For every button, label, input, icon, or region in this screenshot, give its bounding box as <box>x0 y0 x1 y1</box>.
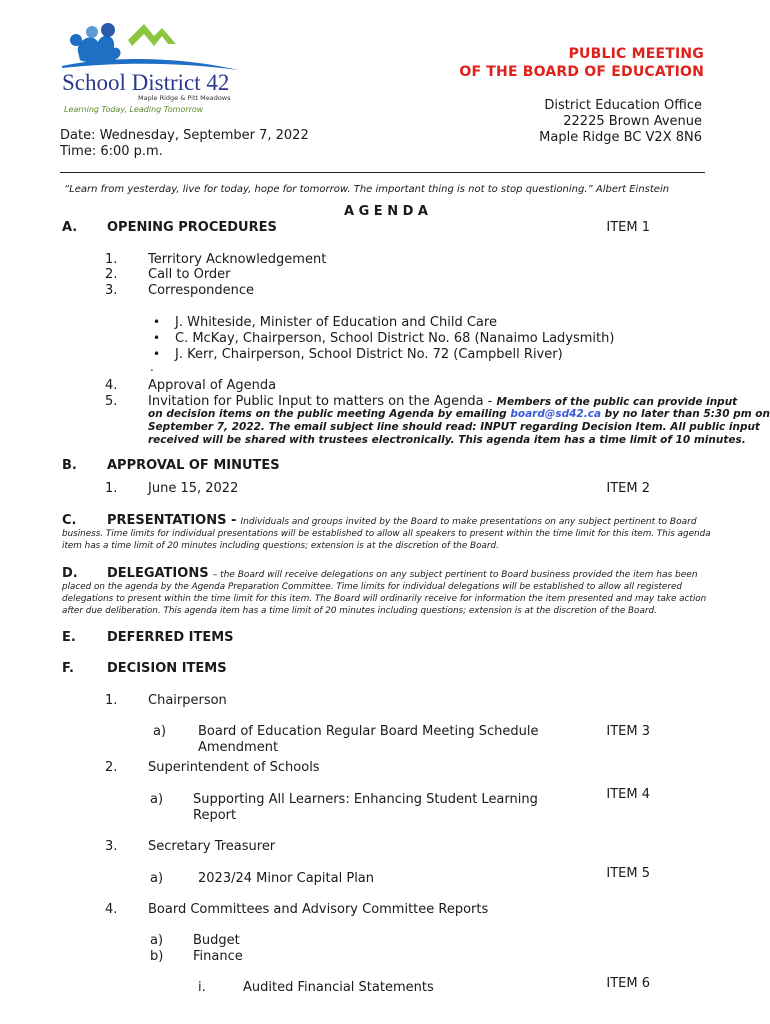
list-item: Approval of Agenda <box>148 378 277 393</box>
section-letter: D. <box>62 566 78 581</box>
public-input-note: Members of the public can provide input <box>496 396 738 408</box>
list-item: June 15, 2022 <box>148 481 239 496</box>
header-divider <box>60 172 705 173</box>
public-input-note: received will be shared with trustees electronically. This agenda item has a time limit of 10 minutes. <box>148 434 746 446</box>
section-title: DEFERRED ITEMS <box>107 630 234 645</box>
correspondence-item: J. Kerr, Chairperson, School District No. 72 (Campbell River) <box>175 347 563 362</box>
list-number: 3. <box>105 283 118 298</box>
sub-letter: a) <box>153 724 167 739</box>
section-title: DELEGATIONS <box>107 566 209 581</box>
stray-dot: . <box>150 360 154 374</box>
section-letter: B. <box>62 458 77 473</box>
address-line: 22225 Brown Avenue <box>563 114 702 129</box>
decision-item: Amendment <box>198 740 279 755</box>
meeting-title-line1: PUBLIC MEETING <box>568 46 704 62</box>
list-number: 1. <box>105 481 118 496</box>
address-line: District Education Office <box>544 98 702 113</box>
logo-tagline: Learning Today, Leading Tomorrow <box>64 105 204 114</box>
decision-item: Finance <box>193 949 243 964</box>
bullet-icon: • <box>153 315 161 329</box>
decision-item: 2023/24 Minor Capital Plan <box>198 871 375 886</box>
bullet-icon: • <box>153 331 161 345</box>
correspondence-item: J. Whiteside, Minister of Education and Child Care <box>175 315 497 330</box>
list-number: 2. <box>105 760 118 775</box>
delegations-note: – the Board will receive delegations on any subject pertinent to Board business provided the item has been <box>212 570 698 580</box>
section-title: DECISION ITEMS <box>107 661 227 676</box>
list-number: 1. <box>105 252 118 267</box>
list-item <box>148 394 737 409</box>
section-letter: A. <box>62 220 78 235</box>
delegations-note-body: placed on the agenda by the Agenda Preparation Committee. Time limits for individual delegations will be established to allow all registered delegations to present within the time limit for this item. The Board will ordinarily receive for information the item presented and may take action after due deliberation. This agenda item has a time limit of 20 minutes including questions; extension is at the discretion of the Board. <box>62 582 707 616</box>
section-title: APPROVAL OF MINUTES <box>107 458 280 473</box>
item-number: ITEM 4 <box>606 787 650 802</box>
decision-item: Report <box>193 808 237 823</box>
list-item: Call to Order <box>148 267 231 282</box>
meeting-title-line2: OF THE BOARD OF EDUCATION <box>459 64 704 80</box>
sub-numeral: i. <box>198 980 206 995</box>
list-item: Superintendent of Schools <box>148 760 320 775</box>
section-title: PRESENTATIONS - <box>107 513 237 528</box>
item-number: ITEM 3 <box>606 724 650 739</box>
sub-letter: a) <box>150 933 164 948</box>
address-line: Maple Ridge BC V2X 8N6 <box>539 130 702 145</box>
public-input-note: September 7, 2022. The email subject line should read: INPUT regarding Decision Item. All public input <box>148 421 760 433</box>
presentations-note-body: business. Time limits for individual presentations will be established to allow all speakers to present within the time limit for this item. This agenda item has a time limit of 20 minutes including questions; extension is at the discretion of the Board. <box>62 529 711 551</box>
email-link[interactable]: board@sd42.ca <box>510 408 602 420</box>
sub-letter: a) <box>150 871 164 886</box>
bullet-icon: • <box>153 347 161 361</box>
decision-item: Board of Education Regular Board Meeting Schedule <box>198 724 539 739</box>
decision-item: Budget <box>193 933 240 948</box>
sub-letter: b) <box>150 949 164 964</box>
section-title: OPENING PROCEDURES <box>107 220 277 235</box>
list-number: 2. <box>105 267 118 282</box>
list-item: Secretary Treasurer <box>148 839 276 854</box>
logo-wordmark: School District 42 <box>62 70 230 95</box>
decision-item: Supporting All Learners: Enhancing Student Learning <box>193 792 538 807</box>
meeting-date: Date: Wednesday, September 7, 2022 <box>60 128 309 143</box>
decision-item: Audited Financial Statements <box>243 980 434 995</box>
section-letter: C. <box>62 513 77 528</box>
sub-letter: a) <box>150 792 164 807</box>
school-district-logo <box>58 18 248 118</box>
presentations-note: Individuals and groups invited by the Board to make presentations on any subject pertinent to Board <box>240 517 697 527</box>
item-number: ITEM 6 <box>606 976 650 991</box>
section-letter: F. <box>62 661 74 676</box>
logo-subtitle: Maple Ridge & Pitt Meadows <box>138 94 231 102</box>
list-item-text: Invitation for Public Input to matters on the Agenda - <box>148 394 497 409</box>
list-item: Correspondence <box>148 283 255 298</box>
public-input-note: on decision items on the public meeting Agenda by emailing board@sd42.ca by no later than 5:30 pm on <box>148 408 770 420</box>
list-number: 4. <box>105 378 118 393</box>
list-item: Board Committees and Advisory Committee Reports <box>148 902 489 917</box>
item-number: ITEM 2 <box>606 481 650 496</box>
agenda-heading: A G E N D A <box>344 204 428 219</box>
list-number: 5. <box>105 394 118 409</box>
section-letter: E. <box>62 630 76 645</box>
item-number: ITEM 5 <box>606 866 650 881</box>
list-item: Chairperson <box>148 693 227 708</box>
list-number: 1. <box>105 693 118 708</box>
section-heading <box>107 566 698 581</box>
einstein-quote: “Learn from yesterday, live for today, hope for tomorrow. The important thing is not to stop questioning.” Albert Einstein <box>64 184 670 195</box>
list-item: Territory Acknowledgement <box>148 252 327 267</box>
list-number: 3. <box>105 839 118 854</box>
correspondence-item: C. McKay, Chairperson, School District No. 68 (Nanaimo Ladysmith) <box>175 331 615 346</box>
list-number: 4. <box>105 902 118 917</box>
meeting-time: Time: 6:00 p.m. <box>60 144 163 159</box>
section-heading <box>107 513 697 528</box>
item-number: ITEM 1 <box>606 220 650 235</box>
